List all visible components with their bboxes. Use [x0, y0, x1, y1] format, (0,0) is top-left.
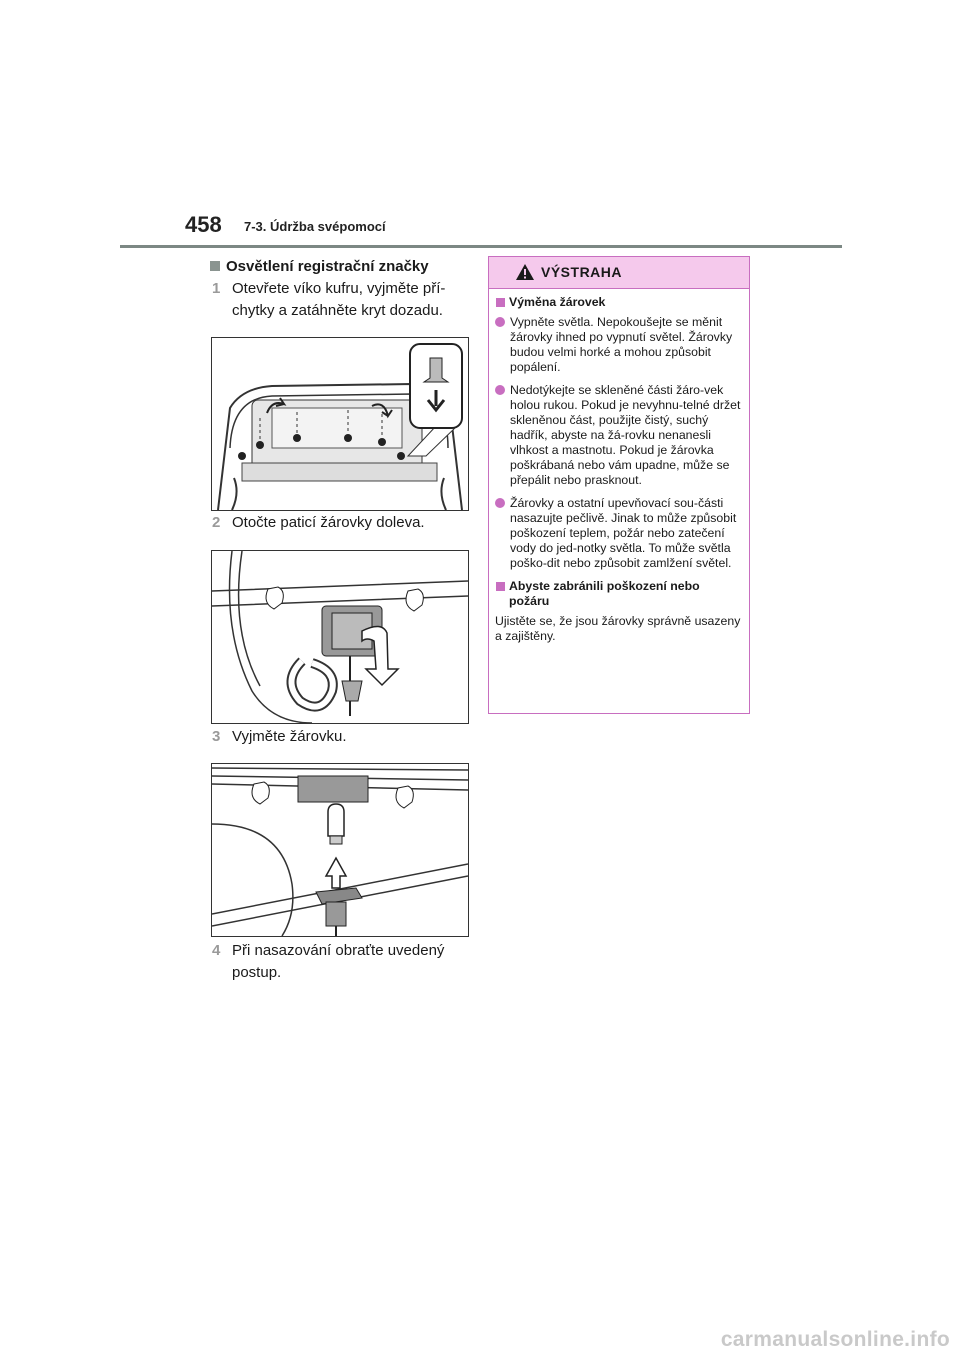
bullet-text: Nedotýkejte se skleněné části žáro-vek holou rukou. Pokud je nevyhnu-telné držet skleněnou část, použijte čistý, suchý hadřík, abyste na žá-rovku nenanesli vlhkost a mastnotu. Pokud je žárovka poškrábaná nebo vám upadne, může se přepálit nebo prasknout.: [510, 383, 741, 487]
step-1: [212, 278, 474, 322]
bullet-dot-icon: [495, 317, 505, 327]
bullet-dot-icon: [495, 498, 505, 508]
step-text: Při nasazování obraťte uvedený postup.: [232, 942, 445, 981]
warning-bullet: [495, 315, 741, 375]
step-text: Otevřete víko kufru, vyjměte pří-chytky a zatáhněte kryt dozadu.: [232, 280, 446, 319]
page-number: 458: [185, 212, 222, 237]
watermark: carmanualsonline.info: [720, 1328, 950, 1351]
bullet-dot-icon: [495, 385, 505, 395]
warning-header: [489, 257, 749, 289]
header-rule: [120, 245, 842, 248]
warning-subheading: [495, 295, 741, 310]
step-text: Otočte paticí žárovky doleva.: [232, 514, 425, 531]
figure-remove-bulb: [211, 763, 469, 937]
warning-triangle-icon: [515, 263, 535, 281]
warning-subheading-text: Abyste zabránili poškození nebo požáru: [509, 579, 700, 608]
step-4: [212, 940, 474, 984]
warning-bullet: [495, 496, 741, 571]
warning-title: VÝSTRAHA: [541, 264, 623, 280]
heading-square-icon: [210, 261, 220, 271]
warning-paragraph: Ujistěte se, že jsou žárovky správně usazeny a zajištěny.: [495, 614, 741, 643]
procedure-heading: [210, 258, 429, 275]
warning-box: [488, 256, 750, 714]
step-number: 3: [212, 728, 221, 745]
warning-body: [489, 289, 749, 644]
figure-turn-socket: [211, 550, 469, 724]
step-3: [212, 726, 474, 748]
bullet-text: Žárovky a ostatní upevňovací sou-části nasazujte pečlivě. Jinak to může způsobit poškození teplem, požár nebo zatečení vody do jed-notky světla. To může světla poško-dit nebo způsobit zamlžení světel.: [510, 496, 737, 570]
bullet-text: Vypněte světla. Nepokoušejte se měnit žárovky ihned po vypnutí světel. Žárovky budou velmi horké a mohou způsobit popálení.: [510, 315, 733, 374]
subheading-square-icon: [496, 298, 505, 307]
warning-bullet: [495, 383, 741, 488]
figure-trunk-lid: [211, 337, 469, 511]
step-number: 4: [212, 942, 221, 959]
section-title: 7-3. Údržba svépomocí: [244, 219, 386, 234]
subheading-square-icon: [496, 582, 505, 591]
step-number: 2: [212, 514, 221, 531]
step-number: 1: [212, 280, 221, 297]
warning-subheading-text: Výměna žárovek: [509, 295, 606, 309]
step-2: [212, 512, 474, 534]
procedure-heading-text: Osvětlení registrační značky: [226, 258, 429, 275]
warning-subheading: [495, 579, 741, 609]
step-text: Vyjměte žárovku.: [232, 728, 347, 745]
